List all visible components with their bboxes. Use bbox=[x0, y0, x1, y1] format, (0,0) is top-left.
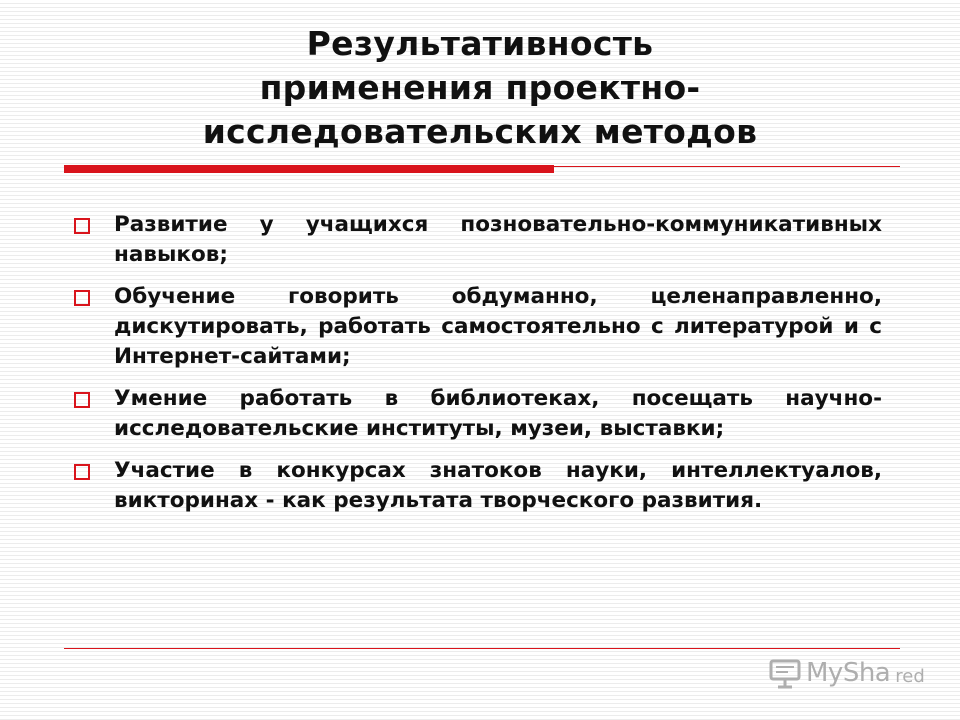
watermark-logo bbox=[768, 656, 925, 690]
bullet-text: Обучение говорить обдуманно, целенаправленно, дискутировать, работать самостоятельно с литературой и с Интернет-сайтами; bbox=[114, 284, 882, 369]
square-bullet-icon bbox=[74, 290, 90, 306]
watermark-text: MySha bbox=[806, 658, 891, 688]
watermark-extension: red bbox=[895, 665, 925, 687]
list-item bbox=[64, 282, 882, 372]
title-underline-thick bbox=[64, 165, 554, 173]
bullet-text: Участие в конкурсах знатоков науки, интеллектуалов, викторинах - как результата творческого развития. bbox=[114, 458, 882, 513]
list-item bbox=[64, 210, 882, 270]
presentation-board-icon bbox=[768, 656, 802, 690]
bullet-text: Умение работать в библиотеках, посещать научно-исследовательские институты, музеи, выставки; bbox=[114, 386, 882, 441]
title-underline-thin bbox=[554, 166, 900, 167]
footer-rule bbox=[64, 648, 900, 649]
square-bullet-icon bbox=[74, 218, 90, 234]
slide-title-line: Результативность bbox=[306, 24, 654, 63]
list-item bbox=[64, 384, 882, 444]
slide-title bbox=[120, 22, 840, 154]
square-bullet-icon bbox=[74, 464, 90, 480]
list-item bbox=[64, 456, 882, 516]
bullet-text: Развитие у учащихся позновательно-коммуникативных навыков; bbox=[114, 212, 882, 267]
slide-title-line: применения проектно- bbox=[259, 68, 701, 107]
bullet-list bbox=[64, 210, 882, 528]
slide-title-line: исследовательских методов bbox=[202, 112, 758, 151]
square-bullet-icon bbox=[74, 392, 90, 408]
